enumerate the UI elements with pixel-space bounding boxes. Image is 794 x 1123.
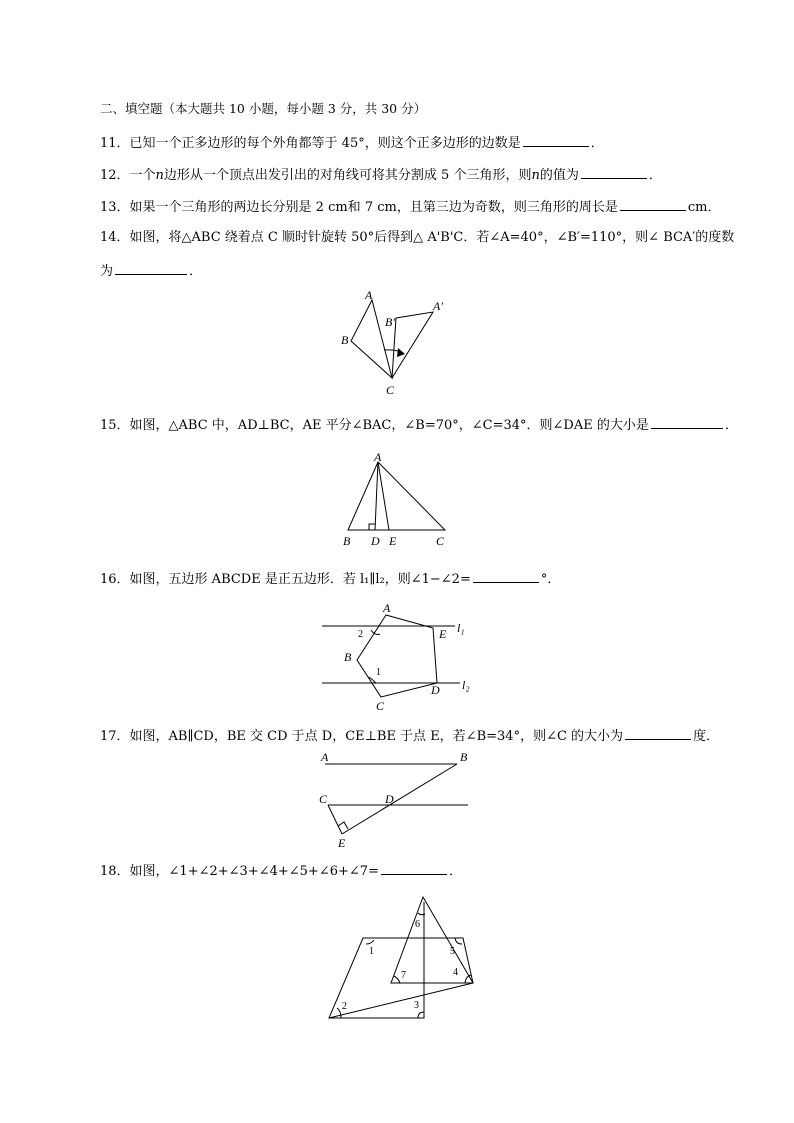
q16-label-l2: l₂ — [462, 678, 470, 692]
q17-label-a: A — [321, 750, 329, 764]
q14-triangle-a2b2c — [392, 312, 433, 378]
q17-segment-ce — [328, 805, 342, 834]
q15-text: 15．如图，△ABC 中，AD⊥BC，AE 平分∠BAC，∠B=70°，∠C=34°．则∠DAE 的大小是 — [100, 418, 649, 433]
q17-label-c: C — [319, 792, 328, 806]
q13-text: 13．如果一个三角形的两边长分别是 2 cm和 7 cm，且第三边为奇数，则三角形的周长是 — [100, 200, 618, 215]
q18-angle-3-arc — [418, 1012, 424, 1018]
q17-end: 度． — [693, 729, 720, 744]
q16-label-e: E — [439, 627, 447, 641]
question-14-line2 — [100, 261, 202, 281]
q14-text-b: 为 — [100, 264, 114, 279]
q16-label-d: D — [431, 683, 440, 697]
q18-label-1: 1 — [369, 946, 374, 957]
q18-label-3: 3 — [414, 1000, 419, 1011]
q18-label-4: 4 — [453, 967, 458, 978]
q16-label-a: A — [383, 601, 391, 615]
q11-end: ． — [590, 136, 604, 151]
q17-segment-be — [342, 764, 457, 834]
q14-triangle-abc — [351, 300, 392, 378]
q14-end: ． — [189, 264, 203, 279]
question-12 — [100, 165, 662, 185]
q14-label-a-prime: A' — [433, 299, 443, 313]
q16-label-b: B — [344, 650, 352, 664]
q18-long-triangle — [391, 897, 473, 983]
question-17 — [100, 726, 719, 746]
q16-angle-1-arc — [369, 677, 376, 683]
q18-answer-blank[interactable] — [381, 861, 447, 875]
q12-answer-blank[interactable] — [581, 165, 647, 179]
q15-label-a: A — [374, 450, 382, 464]
q14-label-b: B — [341, 333, 349, 347]
q17-answer-blank[interactable] — [625, 726, 691, 740]
q18-label-2: 2 — [342, 1001, 347, 1012]
question-16 — [100, 569, 560, 589]
q12-var-n2: n — [531, 168, 540, 183]
q14-label-c: C — [386, 383, 395, 397]
q13-end: cm． — [687, 200, 721, 215]
q18-text: 18．如图，∠1+∠2+∠3+∠4+∠5+∠6+∠7= — [100, 864, 379, 879]
q13-answer-blank[interactable] — [620, 197, 686, 211]
q15-label-b: B — [343, 534, 351, 548]
q14-arrow-icon — [397, 348, 405, 357]
q16-pentagon — [357, 615, 437, 697]
q18-angle-7-arc — [394, 976, 400, 983]
q15-bisector-ae — [378, 462, 389, 530]
q16-angle-2-arc — [371, 630, 380, 635]
q16-text: 16．如图，五边形 ABCDE 是正五边形．若 l₁∥l₂，则∠1−∠2= — [100, 572, 471, 587]
question-13 — [100, 197, 720, 217]
q15-label-e: E — [389, 534, 397, 548]
q18-angle-6-arc — [418, 913, 425, 915]
q16-label-c: C — [376, 699, 385, 713]
q15-label-c: C — [436, 534, 445, 548]
q15-answer-blank[interactable] — [651, 415, 723, 429]
q12-text-a: 12．一个 — [100, 168, 156, 183]
q11-answer-blank[interactable] — [523, 133, 589, 147]
q16-label-1: 1 — [376, 667, 381, 678]
q15-altitude-ad — [375, 462, 378, 530]
question-11 — [100, 133, 604, 153]
q15-end: ． — [724, 418, 738, 433]
q18-angle-4-arc — [465, 975, 471, 983]
q15-right-angle-mark — [369, 524, 375, 530]
q12-text-c: 的值为 — [539, 168, 579, 183]
q17-label-e: E — [338, 836, 346, 850]
q16-label-2: 2 — [358, 629, 363, 640]
q14-label-a: A — [365, 288, 373, 302]
q18-angle-2-arc — [337, 1008, 341, 1018]
question-15 — [100, 415, 738, 435]
q18-angle-5-arc — [455, 938, 462, 944]
q18-label-7: 7 — [401, 970, 406, 981]
q14-rotation-arc — [384, 350, 404, 354]
q17-label-b: B — [460, 750, 468, 764]
q12-var-n: n — [155, 168, 164, 183]
question-14-line1: 14．如图，将△ABC 绕着点 C 顺时针旋转 50°后得到△ A'B'C．若∠A=40°，∠B′=110°，则∠ BCA′的度数 — [100, 230, 735, 245]
q18-trapezoid — [329, 938, 473, 1018]
q12-end: ． — [648, 168, 662, 183]
q18-end: ． — [448, 864, 462, 879]
q14-label-b-prime: B' — [385, 315, 395, 329]
q16-end: °． — [540, 572, 561, 587]
q12-text-b: 边形从一个顶点出发引出的对角线可将其分割成 5 个三角形，则 — [163, 168, 532, 183]
q15-label-d: D — [371, 534, 380, 548]
q18-angle-1-arc — [366, 940, 374, 944]
q14-answer-blank[interactable] — [115, 261, 187, 275]
q11-text: 11．已知一个正多边形的每个外角都等于 45°，则这个正多边形的边数是 — [100, 136, 521, 151]
question-18 — [100, 861, 462, 881]
q18-label-6: 6 — [415, 919, 420, 930]
q17-right-angle-mark — [338, 822, 348, 829]
section-title: 二、填空题（本大题共 10 小题，每小题 3 分，共 30 分） — [100, 101, 427, 116]
q17-text: 17．如图，AB∥CD，BE 交 CD 于点 D，CE⊥BE 于点 E，若∠B=34°，则∠C 的大小为 — [100, 729, 624, 744]
q18-label-5: 5 — [450, 946, 455, 957]
q16-label-l1: l₁ — [457, 621, 465, 635]
q15-triangle-abc — [348, 462, 445, 530]
q16-answer-blank[interactable] — [473, 569, 539, 583]
q17-label-d: D — [385, 792, 394, 806]
q18-vertical-bar — [329, 902, 424, 1018]
